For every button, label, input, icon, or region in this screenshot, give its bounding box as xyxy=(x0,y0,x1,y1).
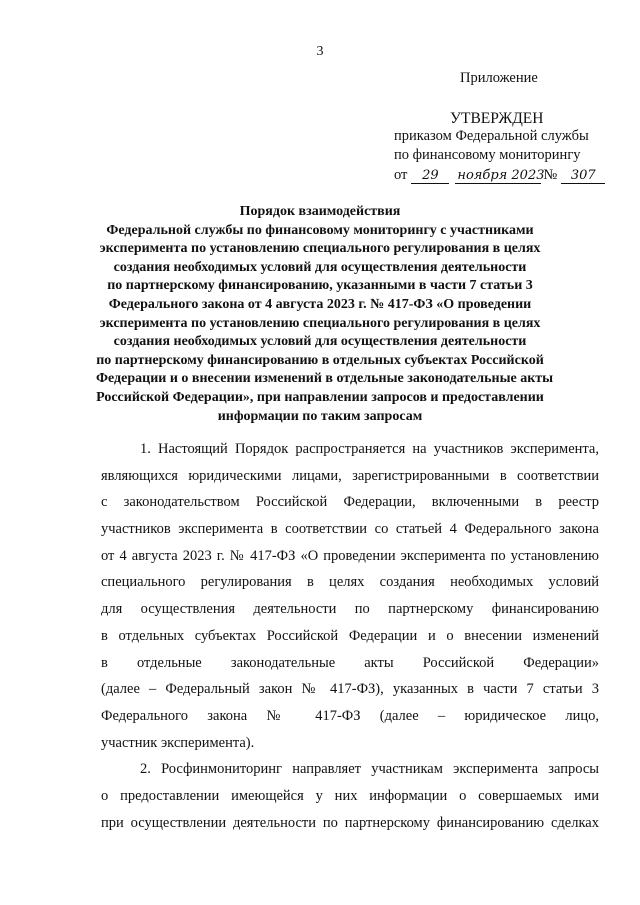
body-line: в отдельных субъектах Российской Федерации и о внесении изменений xyxy=(101,627,599,644)
order-line-2: по финансовому мониторингу xyxy=(394,147,581,163)
heading-line: по партнерскому финансированию, указанными в части 7 статьи 3 xyxy=(107,278,533,294)
document-body xyxy=(101,436,599,836)
body-line: в отдельные законодательные акты Российской Федерации» xyxy=(101,654,599,671)
heading-line: Федерации и о внесении изменений в отдельные законодательные акты xyxy=(96,371,554,387)
body-line: для осуществления деятельности по партнерскому финансированию xyxy=(101,601,599,618)
date-prefix: от xyxy=(394,167,408,183)
body-line: Федерального закона № 417-ФЗ (далее – юридическое лицо, xyxy=(101,707,599,724)
body-line: являющихся юридическими лицами, зарегистрированными в соответствии xyxy=(101,467,599,484)
body-line: участник эксперимента). xyxy=(101,734,255,751)
body-line: специального регулирования в целях создания необходимых условий xyxy=(101,574,599,591)
body-line: о предоставлении имеющейся у них информации о совершаемых ими xyxy=(101,787,599,804)
body-line: участников эксперимента в соответствии со статьей 4 Федерального закона xyxy=(101,521,599,538)
order-line-1: приказом Федеральной службы xyxy=(394,128,589,144)
body-line: с законодательством Российской Федерации, включенными в реестр xyxy=(101,494,599,511)
body-line: (далее – Федеральный закон № 417-ФЗ), указанных в части 7 статьи 3 xyxy=(101,681,599,698)
body-line: от 4 августа 2023 г. № 417-ФЗ «О проведении эксперимента по установлению xyxy=(101,547,599,564)
heading-line: эксперимента по установлению специального регулирования в целях xyxy=(99,241,541,257)
approved-label: УТВЕРЖДЕН xyxy=(450,110,544,127)
appendix-label: Приложение xyxy=(460,70,538,86)
heading-line: Российской Федерации», при направлении запросов и предоставлении xyxy=(96,389,544,405)
heading-line: создания необходимых условий для осуществления деятельности xyxy=(113,259,527,275)
handwritten-day: 29 xyxy=(411,168,449,184)
heading-line: создания необходимых условий для осуществления деятельности xyxy=(113,334,527,350)
body-line: при осуществлении деятельности по партнерскому финансированию сделках xyxy=(101,814,599,831)
body-line: 1. Настоящий Порядок распространяется на участников эксперимента, xyxy=(140,441,599,457)
heading-line: информации по таким запросам xyxy=(217,408,423,424)
heading-line: Федерального закона от 4 августа 2023 г. № 417-ФЗ «О проведении xyxy=(108,296,532,312)
heading-line: Порядок взаимодействия xyxy=(239,204,401,219)
heading-line: Федеральной службы по финансовому мониторингу с участниками xyxy=(106,222,534,238)
page-number: 3 xyxy=(316,44,324,59)
document-heading xyxy=(96,203,554,426)
order-date-line xyxy=(394,167,605,184)
handwritten-month-year: ноября 2023 xyxy=(457,168,545,183)
heading-line: эксперимента по установлению специального регулирования в целях xyxy=(99,315,541,331)
number-label: № xyxy=(543,167,558,183)
body-line: 2. Росфинмониторинг направляет участникам эксперимента запросы xyxy=(140,761,599,778)
heading-line: по партнерскому финансированию в отдельных субъектах Российской xyxy=(96,352,544,368)
handwritten-order-number: 307 xyxy=(561,168,605,184)
